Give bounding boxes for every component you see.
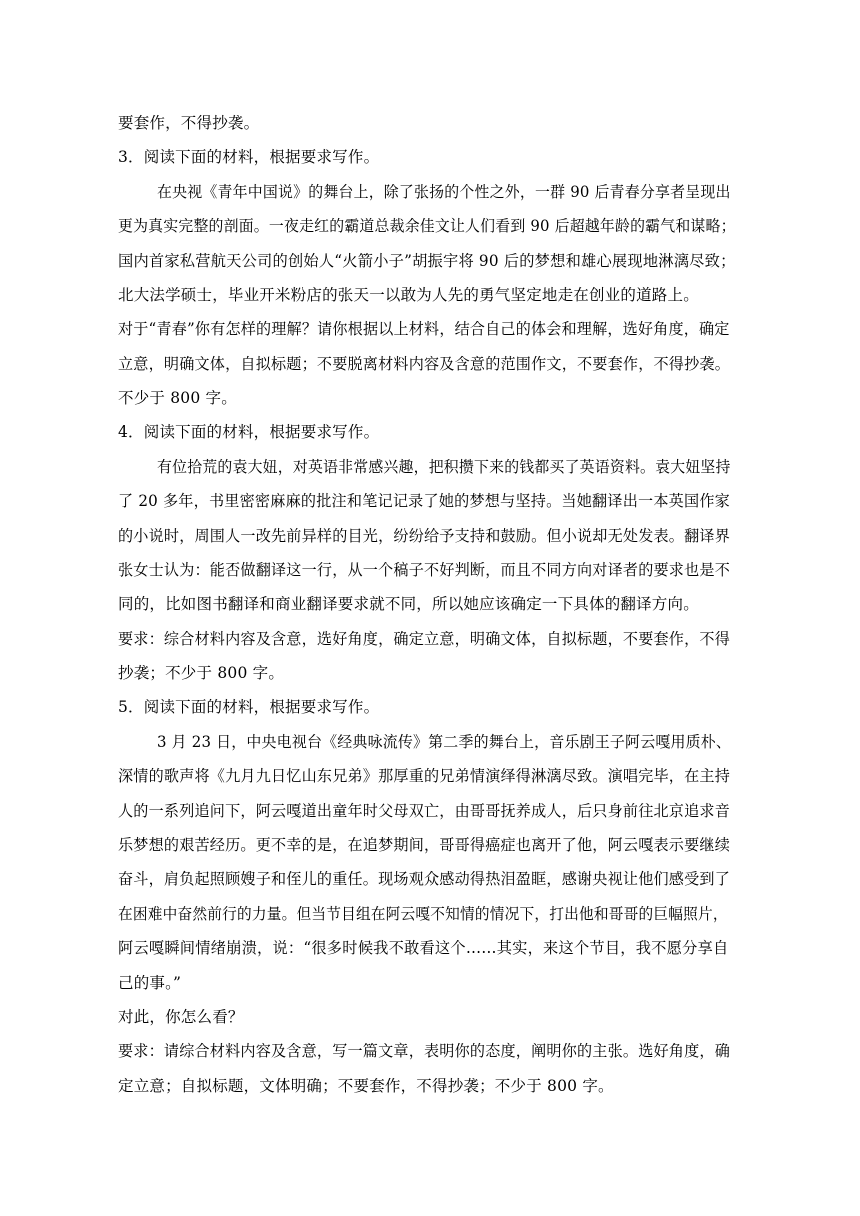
material-line: 的小说时，周围人一改先前异样的目光，纷纷给予支持和鼓励。但小说却无处发表。翻译界 <box>118 527 731 545</box>
requirement-line: 不少于 800 字。 <box>118 389 237 407</box>
material-line: 同的，比如图书翻译和商业翻译要求就不同，所以她应该确定一下具体的翻译方向。 <box>118 595 699 613</box>
question-heading: 5．阅读下面的材料，根据要求写作。 <box>118 698 380 716</box>
requirement-line: 立意，明确文体，自拟标题；不要脱离材料内容及含意的范围作文，不要套作，不得抄袭。 <box>118 355 731 373</box>
requirement-line: 要求：综合材料内容及含意，选好角度，确定立意，明确文体，自拟标题，不要套作，不得 <box>118 630 731 648</box>
question-heading: 4．阅读下面的材料，根据要求写作。 <box>118 423 380 441</box>
material-line: 了 20 多年，书里密密麻麻的批注和笔记记录了她的梦想与坚持。当她翻译出一本英国作家 <box>118 492 730 510</box>
material-line: 在困难中奋然前行的力量。但当节目组在阿云嘎不知情的情况下，打出他和哥哥的巨幅照片， <box>118 905 728 923</box>
requirement-line: 抄袭；不少于 800 字。 <box>118 664 285 682</box>
material-line: 张女士认为：能否做翻译这一行，从一个稿子不好判断，而且不同方向对译者的要求也是不 <box>118 561 731 579</box>
question-heading: 3．阅读下面的材料，根据要求写作。 <box>118 148 380 166</box>
material-line: 北大法学硕士，毕业开米粉店的张天一以敢为人先的勇气坚定地走在创业的道路上。 <box>118 286 699 304</box>
requirement-line: 要求：请综合材料内容及含意，写一篇文章，表明你的态度，阐明你的主张。选好角度，确 <box>118 1042 731 1060</box>
requirement-line: 定立意；自拟标题，文体明确；不要套作，不得抄袭；不少于 800 字。 <box>118 1077 614 1095</box>
material-line: 有位拾荒的袁大妞，对英语非常感兴趣，把积攒下来的钱都买了英语资料。袁大妞坚持 <box>157 458 731 476</box>
material-line: 人的一系列追问下，阿云嘎道出童年时父母双亡，由哥哥抚养成人，后只身前往北京追求音 <box>118 802 731 820</box>
text-line: 要套作，不得抄袭。 <box>118 114 260 132</box>
material-line: 阿云嘎瞬间情绪崩溃，说：“很多时候我不敢看这个……其实，来这个节目，我不愿分享自 <box>118 939 729 957</box>
prompt-line: 对此，你怎么看？ <box>118 1008 244 1026</box>
material-line: 乐梦想的艰苦经历。更不幸的是，在追梦期间，哥哥得癌症也离开了他，阿云嘎表示要继续 <box>118 836 731 854</box>
material-line: 深情的歌声将《九月九日忆山东兄弟》那厚重的兄弟情演绎得淋漓尽致。演唱完毕，在主持 <box>118 767 731 785</box>
material-line: 在央视《青年中国说》的舞台上，除了张扬的个性之外，一群 90 后青春分享者呈现出 <box>157 183 731 201</box>
material-line: 己的事。” <box>118 974 182 992</box>
material-line: 奋斗，肩负起照顾嫂子和侄儿的重任。现场观众感动得热泪盈眶，感谢央视让他们感受到了 <box>118 870 731 888</box>
material-line: 国内首家私营航天公司的创始人“火箭小子”胡振宇将 90 后的梦想和雄心展现地淋漓尽致； <box>118 252 736 270</box>
requirement-line: 对于“青春”你有怎样的理解？请你根据以上材料，结合自己的体会和理解，选好角度，确定 <box>118 320 730 338</box>
material-line: 更为真实完整的剖面。一夜走红的霸道总裁余佳文让人们看到 90 后超越年龄的霸气和谋略； <box>118 217 736 235</box>
material-line: 3 月 23 日，中央电视台《经典咏流传》第二季的舞台上，音乐剧王子阿云嘎用质朴、 <box>157 733 732 751</box>
